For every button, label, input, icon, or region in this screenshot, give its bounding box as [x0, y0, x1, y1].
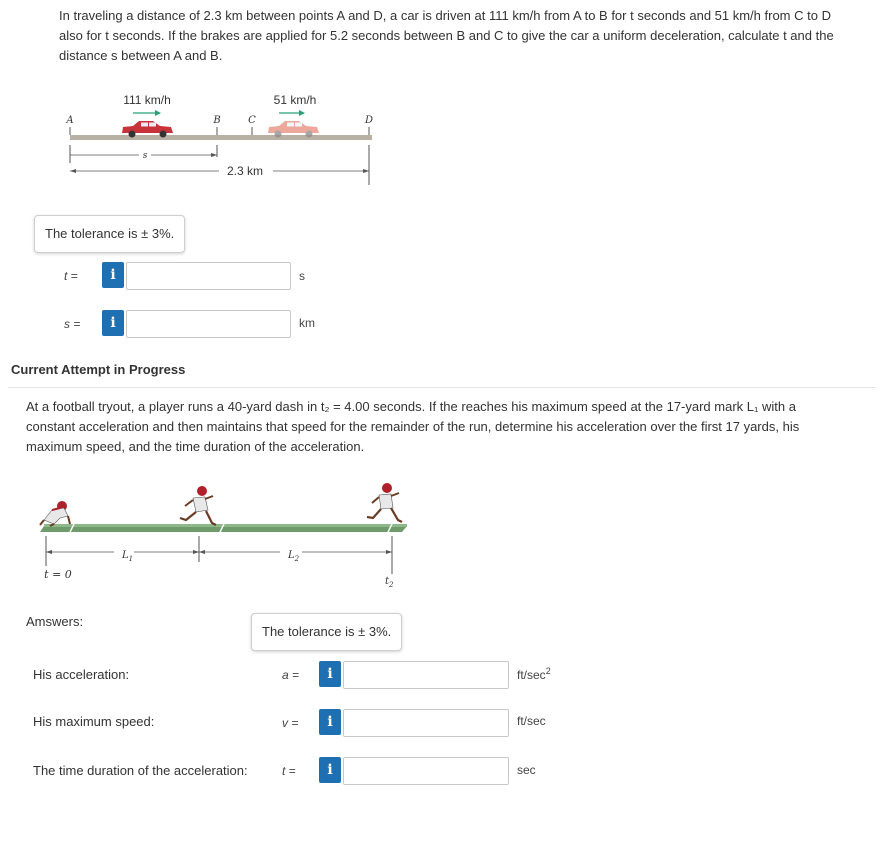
t-answer-input[interactable]: [126, 262, 291, 290]
point-d-label: D: [364, 115, 374, 126]
acceleration-label: His acceleration:: [33, 667, 130, 682]
tolerance-note-1: The tolerance is ± 3%.: [34, 215, 185, 253]
max-speed-input[interactable]: [343, 709, 509, 737]
accel-duration-input[interactable]: [343, 757, 509, 785]
player-mid-icon: [180, 486, 216, 525]
problem2-text: [26, 397, 886, 457]
s-answer-input[interactable]: [126, 310, 291, 338]
accel-duration-unit-label: sec: [517, 763, 536, 777]
t-unit-label: s: [299, 269, 305, 283]
answers-heading: Amswers:: [26, 614, 84, 629]
acceleration-input[interactable]: [343, 661, 509, 689]
point-b-label: B: [213, 115, 221, 126]
point-a-label: A: [66, 115, 74, 126]
problem1-line1: In traveling a distance of 2.3 km between points A and D, a car is driven at 111 km/h from A to B for t seconds and 51 km/h from C to D: [59, 8, 831, 23]
problem2-line1: At a football tryout, a player runs a 40-yard dash in t₂ = 4.00 seconds. If the reaches his maximum speed at the 17-yard mark L₁ with a: [26, 399, 796, 414]
car-figure: [55, 85, 385, 185]
attempt-divider: [8, 387, 876, 388]
problem1-line2: also for t seconds. If the brakes are applied for 5.2 seconds between B and C to give the car a uniform deceleration, calculate t and the: [59, 28, 834, 43]
problem1-line3: distance s between A and B.: [59, 48, 223, 63]
tolerance-note-2: The tolerance is ± 3%.: [251, 613, 402, 651]
l2-label: $L_2$: [288, 550, 300, 563]
acceleration-unit-label: $ft/\sec^2$: [517, 666, 551, 682]
point-c-label: C: [248, 115, 256, 126]
problem2-line2: constant acceleration and then maintains that speed for the remainder of the run, determine his acceleration over the first 17 yards, his: [26, 419, 800, 434]
player-start-icon: [40, 501, 70, 526]
accel-duration-label: The time duration of the acceleration:: [33, 763, 248, 778]
t-duration-variable-label: t =: [282, 764, 296, 778]
problem2-line3: maximum speed, and the time duration of the acceleration.: [26, 439, 365, 454]
s-variable-label: s =: [64, 317, 81, 331]
s-unit-label: km: [299, 316, 315, 330]
attempt-header: Current Attempt in Progress: [11, 362, 186, 377]
l1-label: $L_1$: [122, 550, 134, 563]
a-variable-label: a =: [282, 668, 300, 682]
dim-s-label: s: [142, 151, 148, 161]
t0-label: t = 0: [44, 568, 72, 581]
t2-label: $t_2$: [385, 576, 394, 589]
problem1-text: [59, 6, 889, 66]
football-figure: [30, 478, 420, 593]
info-icon[interactable]: i: [102, 262, 124, 288]
speed-ab-label: 111 km/h: [123, 93, 171, 107]
info-icon[interactable]: i: [319, 709, 341, 735]
dim-total-label: 2.3 km: [226, 164, 264, 178]
t-variable-label: t =: [64, 269, 78, 283]
info-icon[interactable]: i: [319, 757, 341, 783]
player-end-icon: [367, 483, 402, 522]
road: [70, 135, 372, 140]
max-speed-unit-label: ft/sec: [517, 714, 546, 728]
v-variable-label: v =: [282, 716, 299, 730]
info-icon[interactable]: i: [102, 310, 124, 336]
max-speed-label: His maximum speed:: [33, 714, 155, 729]
speed-cd-label: 51 km/h: [273, 93, 317, 107]
info-icon[interactable]: i: [319, 661, 341, 687]
